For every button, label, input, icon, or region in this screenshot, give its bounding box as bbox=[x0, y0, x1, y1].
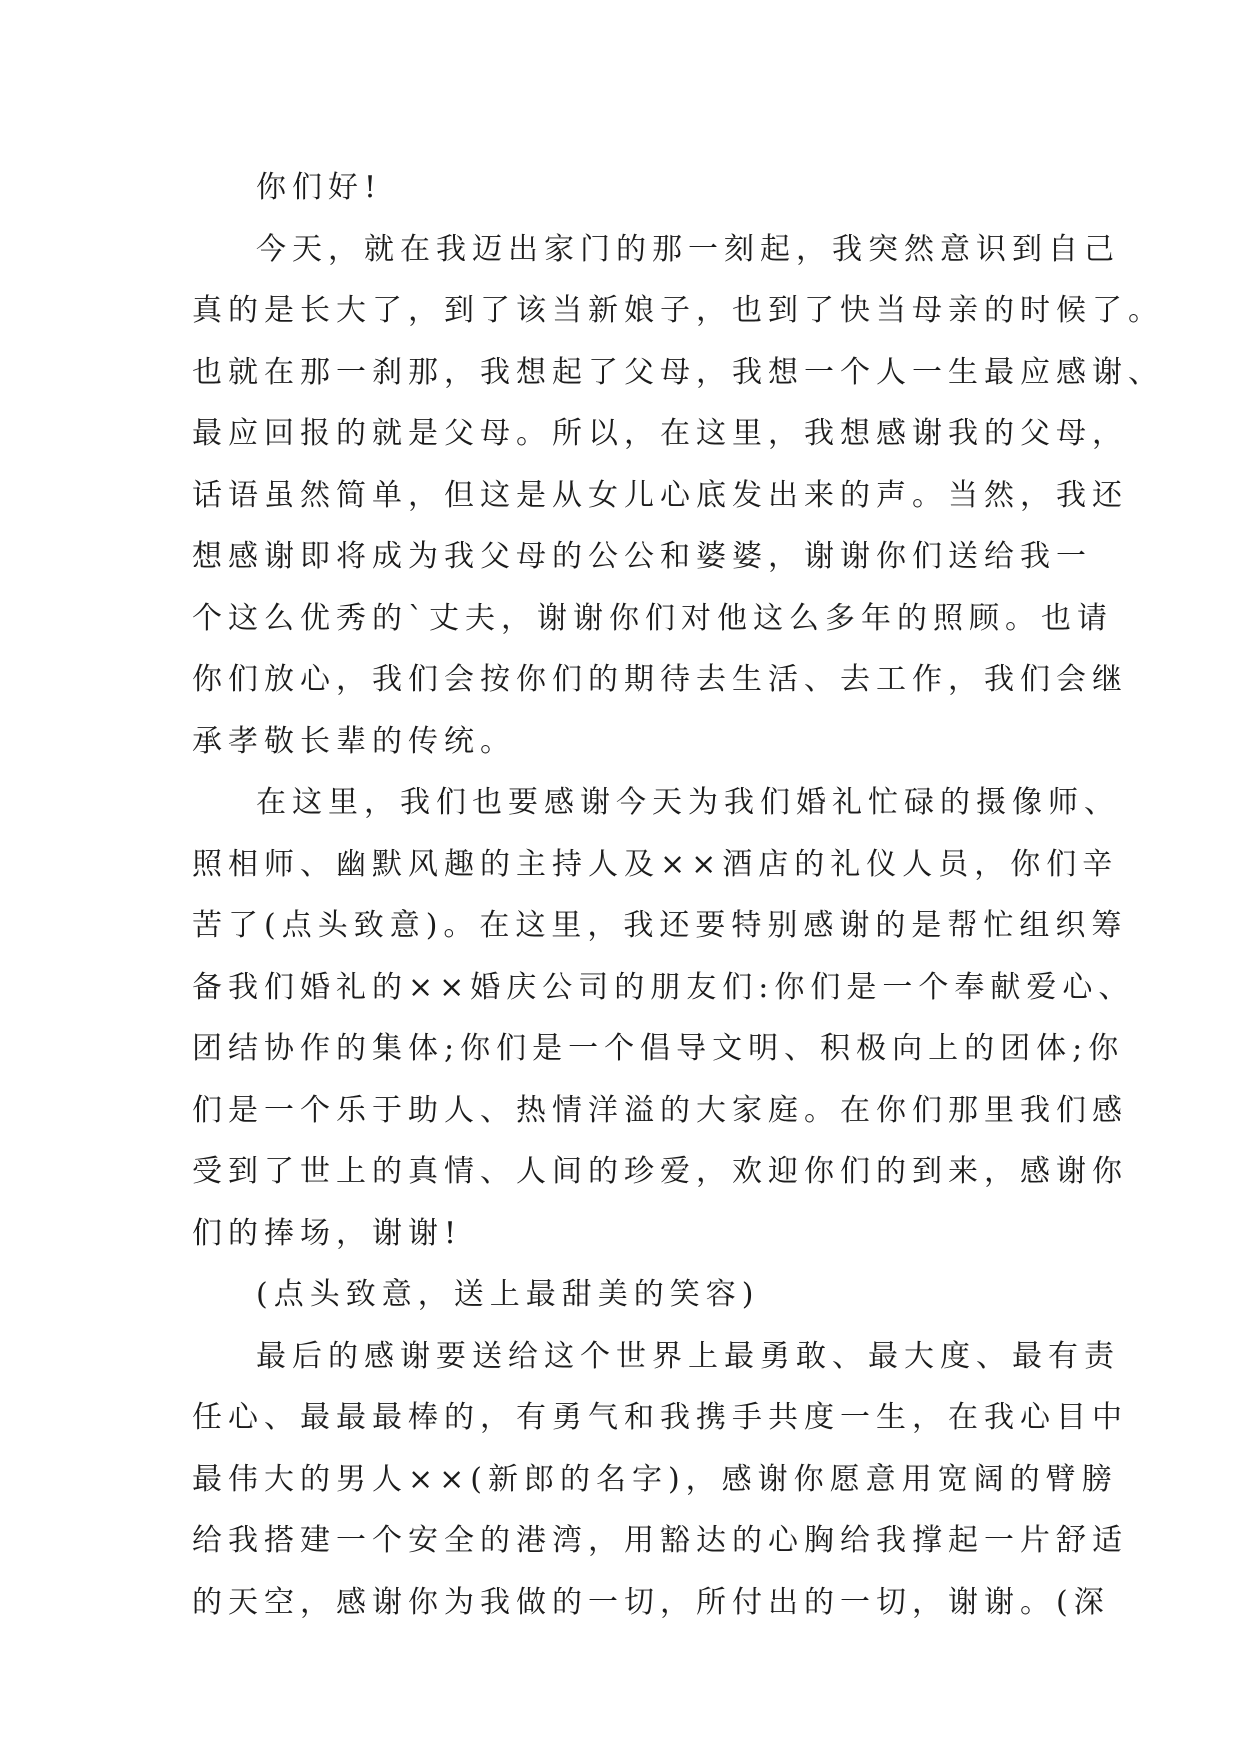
document-text bbox=[192, 157, 1164, 1633]
text-line: (点头致意，送上最甜美的笑容) bbox=[256, 1277, 760, 1312]
text-line: 受到了世上的真情、人间的珍爱，欢迎你们的到来，感谢你 bbox=[192, 1154, 1128, 1189]
text-line: 今天，就在我迈出家门的那一刻起，我突然意识到自己 bbox=[256, 231, 1120, 267]
text-line: 团结协作的集体;你们是一个倡导文明、积极向上的团体;你 bbox=[192, 1031, 1125, 1066]
text-line: 承孝敬长辈的传统。 bbox=[192, 723, 516, 759]
text-line: 们的捧场，谢谢! bbox=[192, 1215, 463, 1251]
text-line: 真的是长大了，到了该当新娘子，也到了快当母亲的时候了。 bbox=[192, 293, 1164, 328]
text-line: 在这里，我们也要感谢今天为我们婚礼忙碌的摄像师、 bbox=[256, 785, 1120, 820]
text-line: 也就在那一刹那，我想起了父母，我想一个人一生最应感谢、 bbox=[192, 354, 1164, 390]
text-line: 备我们婚礼的××婚庆公司的朋友们:你们是一个奉献爱心、 bbox=[192, 969, 1135, 1005]
text-line: 们是一个乐于助人、热情洋溢的大家庭。在你们那里我们感 bbox=[192, 1092, 1128, 1128]
text-line: 想感谢即将成为我父母的公公和婆婆，谢谢你们送给我一 bbox=[192, 539, 1092, 574]
text-line: 话语虽然简单，但这是从女儿心底发出来的声。当然，我还 bbox=[192, 477, 1128, 513]
text-line: 给我搭建一个安全的港湾，用豁达的心胸给我撑起一片舒适 bbox=[192, 1523, 1128, 1558]
text-line: 最应回报的就是父母。所以，在这里，我想感谢我的父母， bbox=[192, 416, 1128, 451]
text-line: 照相师、幽默风趣的主持人及××酒店的礼仪人员，你们辛 bbox=[192, 846, 1119, 882]
text-line: 任心、最最最棒的，有勇气和我携手共度一生，在我心目中 bbox=[192, 1400, 1128, 1435]
text-line: 苦了(点头致意)。在这里，我还要特别感谢的是帮忙组织筹 bbox=[192, 908, 1128, 943]
text-line: 个这么优秀的`丈夫，谢谢你们对他这么多年的照顾。也请 bbox=[192, 600, 1113, 636]
text-line: 你们放心，我们会按你们的期待去生活、去工作，我们会继 bbox=[192, 662, 1128, 697]
text-line: 最后的感谢要送给这个世界上最勇敢、最大度、最有责 bbox=[256, 1338, 1120, 1374]
text-line: 你们好! bbox=[256, 170, 383, 205]
text-line: 最伟大的男人××(新郎的名字)，感谢你愿意用宽阔的臂膀 bbox=[192, 1461, 1118, 1497]
text-line: 的天空，感谢你为我做的一切，所付出的一切，谢谢。(深 bbox=[192, 1584, 1110, 1620]
